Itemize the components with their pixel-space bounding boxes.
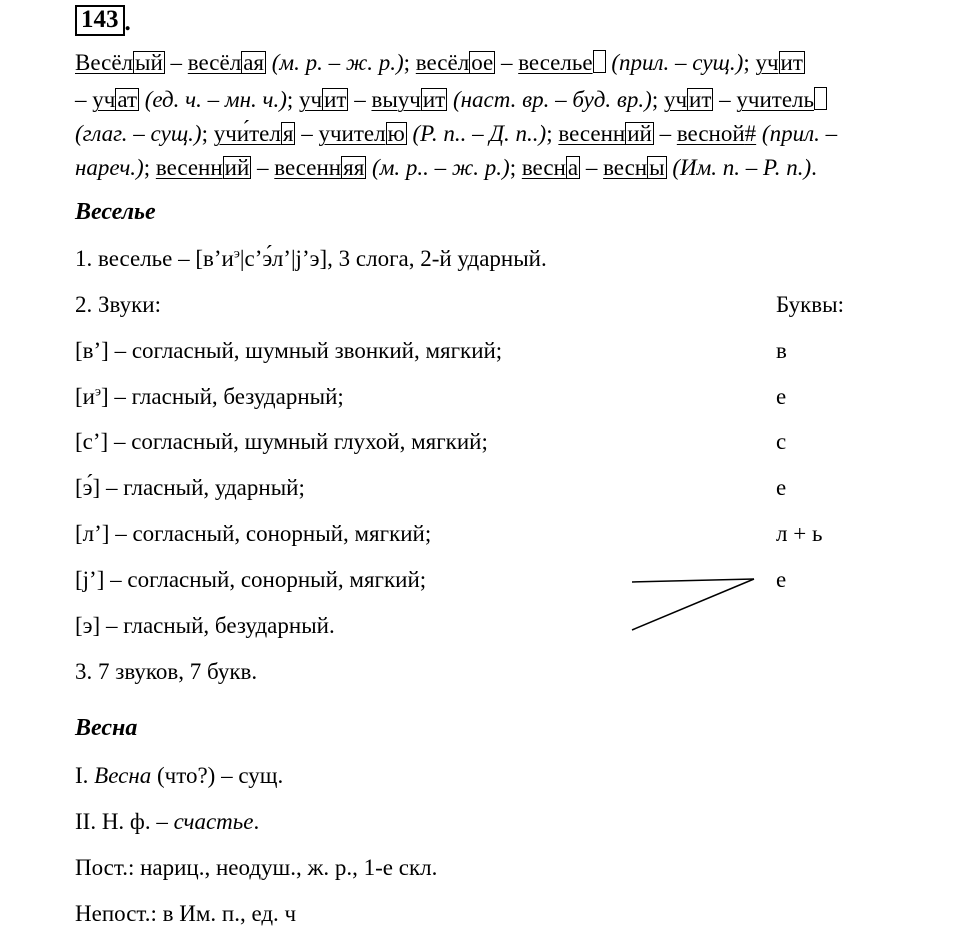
ending-box: ы bbox=[649, 155, 665, 180]
grammar-note: (прил. – сущ.) bbox=[605, 50, 744, 75]
grammar-note: (глаг. – сущ.) bbox=[75, 121, 202, 146]
morph-line-1: I. Весна (что?) – сущ. bbox=[75, 763, 284, 788]
morph-line-4: Непост.: в Им. п., ед. ч bbox=[75, 901, 297, 926]
sound-row: [j’] – согласный, сонорный, мягкий; bbox=[75, 567, 427, 592]
word: учителю bbox=[318, 121, 405, 146]
empty-ending-box bbox=[814, 87, 827, 110]
ending-box: яя bbox=[343, 155, 365, 180]
sound-row: [с’] – согласный, шумный глухой, мягкий; bbox=[75, 429, 488, 454]
ending-box: ий bbox=[224, 155, 250, 180]
letter-cell: е bbox=[776, 567, 787, 592]
morph-line-2: II. Н. ф. – счастье. bbox=[75, 809, 260, 834]
sound-row: [э] – гласный, безударный. bbox=[75, 613, 335, 638]
word: учи́теля bbox=[213, 121, 294, 146]
word: учат bbox=[92, 87, 137, 112]
sounds-letters-summary: 3. 7 звуков, 7 букв. bbox=[75, 659, 258, 684]
ending-box: ое bbox=[471, 50, 494, 75]
sound-row: [в’] – согласный, шумный звонкий, мягкий; bbox=[75, 338, 503, 363]
section-heading-vesna: Весна bbox=[75, 715, 138, 741]
word: весна bbox=[521, 155, 579, 180]
word: весенний bbox=[155, 155, 250, 180]
ending-box: ит bbox=[422, 87, 446, 112]
letter-cell: в bbox=[776, 338, 787, 363]
word: учит bbox=[755, 50, 803, 75]
grammar-note: (Р. п.. – Д. п..) bbox=[406, 121, 547, 146]
ending-box: ый bbox=[135, 50, 163, 75]
grammar-note: (м. р.. – ж. р.) bbox=[366, 155, 510, 180]
intro-line-3: (глаг. – сущ.); учи́теля – учителю (Р. п.. – Д. п..); весенний – весной# (прил. – bbox=[75, 121, 838, 146]
intro-line-2: – учат (ед. ч. – мн. ч.); учит – выучит (наст. вр. – буд. вр.); учит – учитель bbox=[75, 87, 827, 113]
sound-row: $[и^э]$ – гласный, безударный; bbox=[75, 384, 344, 409]
word: весной# bbox=[676, 121, 757, 146]
exercise-number: 143 . bbox=[75, 6, 131, 36]
intro-line-1: Весёлый – весёлая (м. р. – ж. р.); весёлое – веселье (прил. – сущ.); учит bbox=[75, 50, 803, 75]
sound-row: [э́] – гласный, ударный; bbox=[75, 475, 305, 500]
letter-cell: л + ь bbox=[776, 521, 823, 546]
grammar-note: нареч.) bbox=[75, 155, 144, 180]
morph-line-3: Пост.: нариц., неодуш., ж. р., 1-е скл. bbox=[75, 855, 438, 880]
grammar-note: (м. р. – ж. р.) bbox=[266, 50, 404, 75]
ending-box: ий bbox=[627, 121, 652, 146]
word: весёлое bbox=[415, 50, 494, 75]
word: Весёлый bbox=[75, 50, 163, 75]
word: выучит bbox=[371, 87, 446, 112]
word: весенняя bbox=[274, 155, 365, 180]
word: веселье bbox=[518, 50, 605, 75]
word: весенний bbox=[558, 121, 652, 146]
letter-cell: е bbox=[776, 475, 787, 500]
connector-line-j bbox=[632, 579, 754, 582]
section-heading-veselye: Веселье bbox=[75, 199, 156, 225]
grammar-note: (ед. ч. – мн. ч.) bbox=[139, 87, 287, 112]
letter-cell: с bbox=[776, 429, 787, 454]
word: весны bbox=[603, 155, 665, 180]
grammar-note: (наст. вр. – буд. вр.) bbox=[447, 87, 652, 112]
grammar-note: (Им. п. – Р. п.) bbox=[666, 155, 812, 180]
ending-box: ая bbox=[243, 50, 264, 75]
ending-box: ат bbox=[117, 87, 137, 112]
ending-box: ит bbox=[780, 50, 803, 75]
letter-cell: е bbox=[776, 384, 787, 409]
empty-ending-box bbox=[593, 50, 606, 73]
word: учитель bbox=[736, 87, 827, 112]
grammar-note: (прил. – bbox=[756, 121, 838, 146]
sounds-header: 2. Звуки: bbox=[75, 292, 161, 317]
ending-box: ю bbox=[387, 121, 405, 146]
word: учит bbox=[299, 87, 347, 112]
exercise-number-box: 143 bbox=[75, 5, 125, 36]
sound-letter-connector-lines bbox=[630, 575, 760, 635]
word: весёлая bbox=[187, 50, 264, 75]
connector-line-e bbox=[632, 579, 754, 630]
ending-box: ит bbox=[324, 87, 347, 112]
word: учит bbox=[663, 87, 712, 112]
ending-box: ит bbox=[689, 87, 712, 112]
ending-box: а bbox=[567, 155, 579, 180]
letters-header: Буквы: bbox=[776, 292, 845, 317]
ending-box: я bbox=[282, 121, 294, 146]
phonetic-transcription: 1. веселье – $[в’и^э|с’э́л’|j’э]$, 3 слога, 2-й ударный. bbox=[75, 246, 547, 271]
sound-row: [л’] – согласный, сонорный, мягкий; bbox=[75, 521, 432, 546]
intro-line-4: нареч.); весенний – весенняя (м. р.. – ж. р.); весна – весны (Им. п. – Р. п.). bbox=[75, 155, 817, 180]
